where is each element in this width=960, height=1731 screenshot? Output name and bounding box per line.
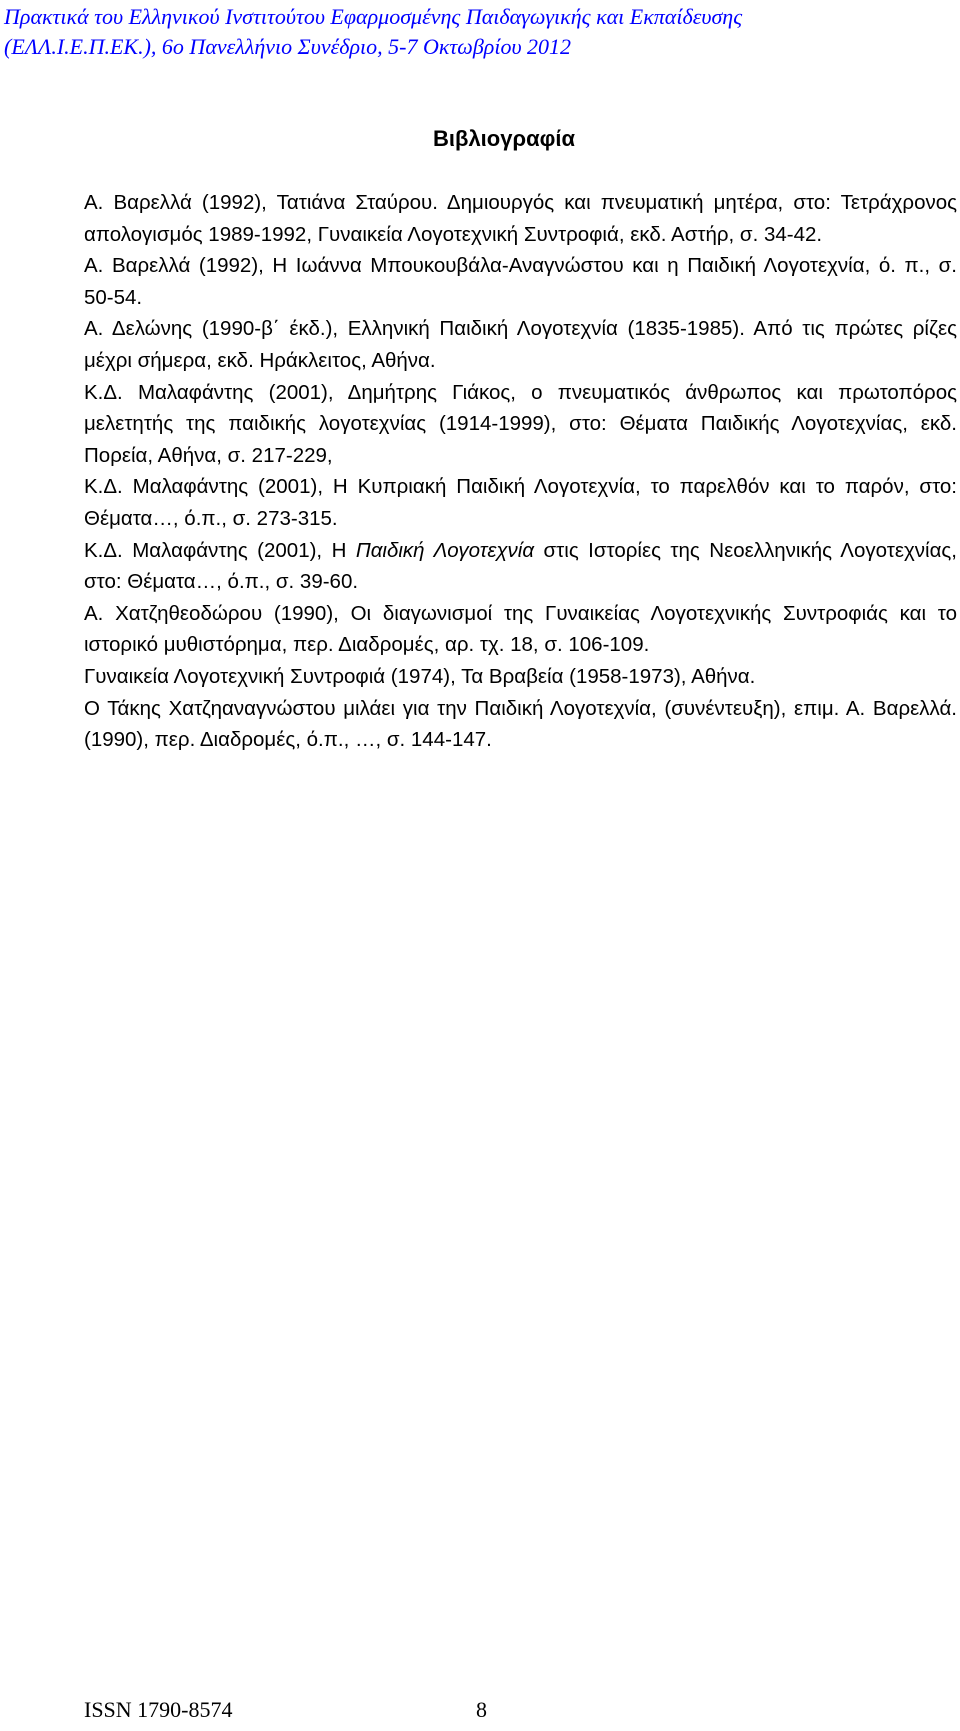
- reference-item: Κ.Δ. Μαλαφάντης (2001), Δημήτρης Γιάκος, ο πνευματικός άνθρωπος και πρωτοπόρος μελετητής της παιδικής λογοτεχνίας (1914-1999), στο: Θέματα Παιδικής Λογοτεχνίας, εκδ. Πορεία, Αθήνα, σ. 217-229,: [84, 380, 957, 467]
- reference-item: Α. Χατζηθεοδώρου (1990), Οι διαγωνισμοί της Γυναικείας Λογοτεχνικής Συντροφιάς και το ιστορικό μυθιστόρημα, περ. Διαδρομές, αρ. τχ. 18, σ. 106-109.: [84, 601, 957, 657]
- reference-item: Α. Βαρελλά (1992), Η Ιωάννα Μπουκουβάλα-Αναγνώστου και η Παιδική Λογοτεχνία, ό. π., σ. 50-54.: [84, 254, 957, 309]
- page-footer: [84, 1695, 504, 1725]
- header-line-1: Πρακτικά του Ελληνικού Ινστιτούτου Εφαρμοσμένης Παιδαγωγικής και Εκπαίδευσης: [4, 4, 743, 29]
- page-header: [4, 2, 956, 62]
- header-line-2: (ΕΛΛ.Ι.Ε.Π.ΕΚ.), 6ο Πανελλήνιο Συνέδριο, 5-7 Οκτωβρίου 2012: [4, 34, 572, 59]
- reference-text: στις Ιστορίες της Νεοελληνικής Λογοτεχνίας, στο: Θέματα…, ό.π., σ. 39-60.: [84, 538, 957, 594]
- reference-item: Γυναικεία Λογοτεχνική Συντροφιά (1974), Τα Βραβεία (1958-1973), Αθήνα.: [84, 664, 756, 688]
- page-number: 8: [476, 1697, 487, 1722]
- bibliography-title: Βιβλιογραφία: [433, 126, 575, 151]
- reference-item: Α. Δελώνης (1990-β΄ έκδ.), Ελληνική Παιδική Λογοτεχνία (1835-1985). Από τις πρώτες ρίζες μέχρι σήμερα, εκδ. Ηράκλειτος, Αθήνα.: [84, 317, 957, 372]
- reference-item: [84, 535, 957, 598]
- reference-italic-title: Παιδική Λογοτεχνία: [355, 538, 535, 562]
- reference-item: Κ.Δ. Μαλαφάντης (2001), Η Κυπριακή Παιδική Λογοτεχνία, το παρελθόν και το παρόν, στο: Θέματα…, ό.π., σ. 273-315.: [84, 475, 957, 530]
- reference-item: Α. Βαρελλά (1992), Τατιάνα Σταύρου. Δημιουργός και πνευματική μητέρα, στο: Τετράχρονος απολογισμός 1989-1992, Γυναικεία Λογοτεχνική Συντροφιά, εκδ. Αστήρ, σ. 34-42.: [84, 191, 957, 246]
- reference-text: Κ.Δ. Μαλαφάντης (2001), Η: [84, 538, 356, 562]
- bibliography-list: [84, 187, 957, 756]
- issn-label: ISSN 1790-8574: [84, 1697, 233, 1722]
- reference-item: Ο Τάκης Χατζηαναγνώστου μιλάει για την Παιδική Λογοτεχνία, (συνέντευξη), επιμ. Α. Βαρελλά. (1990), περ. Διαδρομές, ό.π., …, σ. 144-147.: [84, 696, 957, 752]
